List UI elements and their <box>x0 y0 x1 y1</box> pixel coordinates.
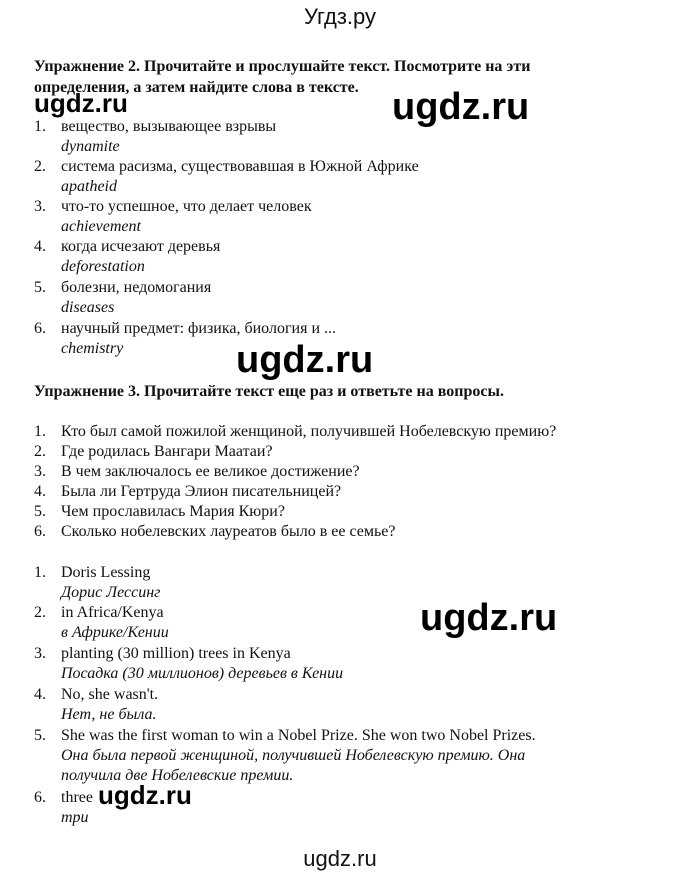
item-answer: apatheid <box>61 178 117 195</box>
answer-translation-line1: Она была первой женщиной, получившей Нобелевскую премию. Она <box>61 747 526 764</box>
question-text: Где родилась Вангари Маатаи? <box>61 443 273 460</box>
item-number: 4. <box>34 238 46 255</box>
answer-translation: Нет, не была. <box>61 706 157 723</box>
answer-number: 6. <box>34 789 46 806</box>
item-number: 6. <box>34 320 46 337</box>
question-number: 6. <box>34 523 46 540</box>
question-text: Была ли Гертруда Элион писательницей? <box>61 483 342 500</box>
answer-translation: Посадка (30 миллионов) деревьев в Кении <box>61 665 344 682</box>
question-number: 2. <box>34 443 46 460</box>
question-number: 5. <box>34 503 46 520</box>
answer-number: 4. <box>34 686 46 703</box>
answer-number: 2. <box>34 604 46 621</box>
item-definition: научный предмет: физика, биология и ... <box>61 320 336 337</box>
question-text: Сколько нобелевских лауреатов было в ее семье? <box>61 523 396 540</box>
exercise-3-heading: Упражнение 3. Прочитайте текст еще раз и ответьте на вопросы. <box>34 383 504 400</box>
watermark: ugdz.ru <box>420 597 558 639</box>
answer-translation: Дорис Лессинг <box>61 584 161 601</box>
item-definition: что-то успешное, что делает человек <box>61 198 312 215</box>
item-number: 5. <box>34 279 46 296</box>
question-text: Кто был самой пожилой женщиной, получившей Нобелевскую премию? <box>61 423 557 440</box>
question-text: В чем заключалось ее великое достижение? <box>61 463 360 480</box>
question-number: 1. <box>34 423 46 440</box>
answer-translation-line2: получила две Нобелевские премии. <box>61 767 294 784</box>
item-definition: вещество, вызывающее взрывы <box>61 118 277 135</box>
answer-text: Doris Lessing <box>61 564 151 581</box>
watermark: ugdz.ru <box>236 339 374 381</box>
footer-watermark: ugdz.ru <box>303 846 377 871</box>
item-number: 1. <box>34 118 46 135</box>
exercise-2-heading-line1: Упражнение 2. Прочитайте и прослушайте текст. Посмотрите на эти <box>34 58 531 75</box>
watermark: ugdz.ru <box>392 86 530 128</box>
item-answer: diseases <box>61 299 115 316</box>
question-number: 4. <box>34 483 46 500</box>
item-definition: болезни, недомогания <box>61 279 212 296</box>
answer-text: three <box>61 789 93 806</box>
answer-text: in Africa/Kenya <box>61 604 164 621</box>
answer-number: 5. <box>34 727 46 744</box>
exercise-2-heading-line2: определения, а затем найдите слова в тексте. <box>34 79 359 96</box>
item-number: 3. <box>34 198 46 215</box>
watermark: ugdz.ru <box>98 780 192 810</box>
item-definition: система расизма, существовавшая в Южной Африке <box>61 158 419 175</box>
question-number: 3. <box>34 463 46 480</box>
watermark: ugdz.ru <box>34 88 128 118</box>
answer-number: 3. <box>34 645 46 662</box>
site-header[interactable]: Угдз.ру <box>303 4 377 29</box>
item-definition: когда исчезают деревья <box>61 238 221 255</box>
answer-text: No, she wasn't. <box>61 686 159 703</box>
item-answer: chemistry <box>61 340 124 357</box>
item-answer: dynamite <box>61 138 120 155</box>
answer-translation: три <box>61 809 89 826</box>
item-answer: deforestation <box>61 258 145 275</box>
item-answer: achievement <box>61 218 141 235</box>
item-number: 2. <box>34 158 46 175</box>
answer-text: She was the first woman to win a Nobel Prize. She won two Nobel Prizes. <box>61 727 536 744</box>
answer-text: planting (30 million) trees in Kenya <box>61 645 291 662</box>
answer-number: 1. <box>34 564 46 581</box>
answer-translation: в Африке/Кении <box>61 624 169 641</box>
question-text: Чем прославилась Мария Кюри? <box>61 503 285 520</box>
